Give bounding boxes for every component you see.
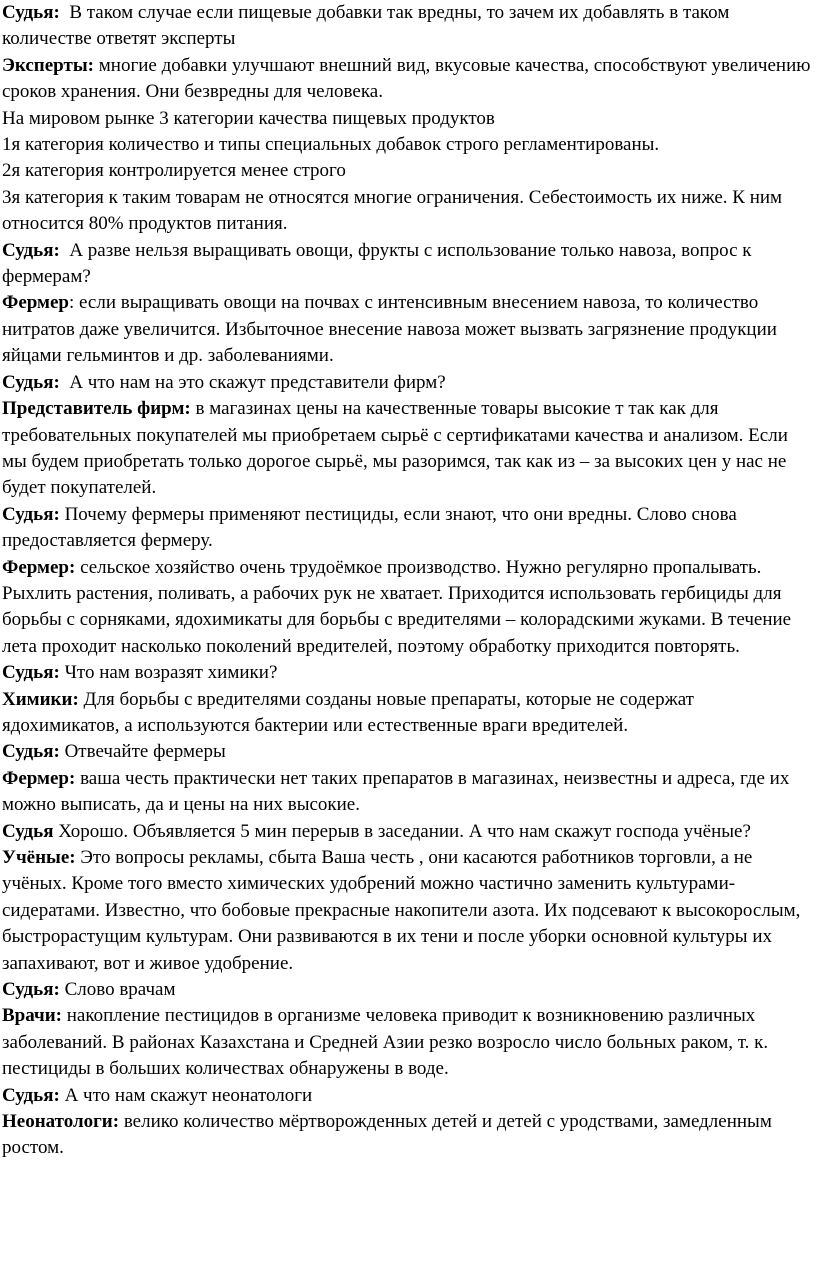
paragraph-text: А разве нельзя выращивать овощи, фрукты с использование только навоза, вопрос к фермерам? [2, 239, 757, 288]
paragraph-text: 1я категория количество и типы специальных добавок строго регламентированы. [2, 134, 660, 156]
speaker-label: Судья: [2, 662, 60, 684]
paragraph-judge-question-additives [2, 0, 812, 53]
paragraph-judge-farmers-respond [2, 739, 812, 765]
speaker-label: Судья: [2, 503, 60, 525]
paragraph-text: в магазинах цены на качественные товары высокие т так как для требовательных покупателей мы приобретаем сырьё с сертификатами качества и анализом. Если мы будем приобретать только дорогое сырьё, мы разоримся, так как из – за высоких цен у нас не будет покупателей. [2, 398, 788, 499]
paragraph-market-categories [2, 106, 812, 132]
speaker-label: Судья: [2, 371, 60, 393]
paragraph-judge-doctors [2, 977, 812, 1003]
paragraph-text: 2я категория контролируется менее строго [2, 160, 346, 182]
speaker-label: Эксперты: [2, 54, 94, 76]
paragraph-text: велико количество мёртворожденных детей и детей с уродствами, замедленным ростом. [2, 1111, 772, 1159]
paragraph-scientists-answer [2, 845, 812, 977]
paragraph-category-1 [2, 132, 812, 158]
paragraph-judge-question-firms [2, 370, 812, 396]
paragraph-text: В таком случае если пищевые добавки так вредны, то зачем их добавлять в таком количестве ответят эксперты [2, 2, 735, 50]
paragraph-doctors-answer [2, 1003, 812, 1082]
speaker-label: Судья: [2, 979, 60, 1001]
paragraph-text: 3я категория к таким товарам не относятся многие ограничения. Себестоимость их ниже. К ним относится 80% продуктов питания. [2, 186, 783, 235]
speaker-label: Представитель фирм: [2, 398, 191, 420]
paragraph-category-2 [2, 158, 812, 184]
paragraph-text: многие добавки улучшают внешний вид, вкусовые качества, способствуют увеличению сроков хранения. Они безвредны для человека. [2, 54, 811, 103]
speaker-label: Судья: [2, 741, 60, 763]
paragraph-text: А что нам на это скажут представители фирм? [59, 371, 446, 393]
paragraph-text: Почему фермеры применяют пестициды, если знают, что они вредны. Слово снова предоставляется фермеру. [2, 503, 737, 552]
speaker-label: Учёные: [2, 847, 76, 868]
paragraph-neonatologists-answer [2, 1109, 812, 1162]
paragraph-farmer-pesticides [2, 555, 812, 661]
paragraph-text: накопление пестицидов в организме человека приводит к возникновению различных заболеваний. В районах Казахстана и Средней Азии резко возросло число больных раком, т. к. пестициды в больших количествах обнаружены в воде. [2, 1005, 769, 1080]
speaker-label: Фермер: [2, 767, 76, 789]
paragraph-judge-neonatologists [2, 1083, 812, 1109]
paragraph-chemists-answer [2, 687, 812, 740]
paragraph-text: На мировом рынке 3 категории качества пищевых продуктов [2, 107, 495, 129]
paragraph-text: Для борьбы с вредителями созданы новые препараты, которые не содержат ядохимикатов, а используются бактерии или естественные враги вредителей. [2, 688, 694, 736]
paragraph-experts-answer [2, 53, 812, 106]
paragraph-farmer-manure [2, 290, 812, 369]
speaker-label: Судья: [2, 2, 60, 23]
speaker-label: Судья [2, 820, 54, 842]
paragraph-text: Отвечайте фермеры [59, 741, 226, 763]
speaker-label: Неонатологи: [2, 1111, 120, 1133]
paragraph-text: Это вопросы рекламы, сбыта Ваша честь , они касаются работников торговли, а не учёных. Кроме того вместо химических удобрений можно частично заменить культурами-сидератами. Известно, что бобовые прекрасные накопители азота. Их подсевают к высокорослым, быстрорастущим культурам. Они развиваются в их тени и после уборки основной культуры их запахивают, вот и живое удобрение. [2, 847, 801, 974]
paragraph-judge-break [2, 819, 812, 845]
paragraph-text: А что нам скажут неонатологи [59, 1084, 313, 1106]
speaker-label: Фермер: [2, 556, 76, 578]
paragraph-judge-question-manure [2, 238, 812, 291]
paragraph-text: ваша честь практически нет таких препаратов в магазинах, неизвестны и адреса, где их можно выписать, да и цены на них высокие. [2, 767, 790, 816]
paragraph-farmer-no-products [2, 766, 812, 819]
paragraph-text: Слово врачам [59, 979, 176, 1001]
paragraph-text: сельское хозяйство очень трудоёмкое производство. Нужно регулярно пропалывать. Рыхлить растения, поливать, а рабочих рук не хватает. Приходится использовать гербициды для борьбы с сорняками, ядохимикаты для борьбы с вредителями – колорадскими жуками. В течение лета проходит насколько поколений вредителей, поэтому обработку приходится повторять. [2, 556, 792, 657]
speaker-label: Химики: [2, 688, 79, 710]
paragraph-text: Что нам возразят химики? [59, 662, 278, 684]
speaker-label: Судья: [2, 239, 60, 261]
paragraph-judge-question-chemists [2, 660, 812, 686]
paragraph-text: Хорошо. Объявляется 5 мин перерыв в заседании. А что нам скажут господа учёные? [53, 820, 751, 842]
paragraph-text: : если выращивать овощи на почвах с интенсивным внесением навоза, то количество нитратов даже увеличится. Избыточное внесение навоза может вызвать загрязнение продукции яйцами гельминтов и др. заболеваниями. [2, 292, 777, 367]
speaker-label: Фермер [2, 292, 69, 314]
speaker-label: Судья: [2, 1084, 60, 1106]
paragraph-judge-question-pesticides [2, 502, 812, 555]
paragraph-category-3 [2, 185, 812, 238]
speaker-label: Врачи: [2, 1005, 62, 1027]
paragraph-firm-representative [2, 396, 812, 502]
